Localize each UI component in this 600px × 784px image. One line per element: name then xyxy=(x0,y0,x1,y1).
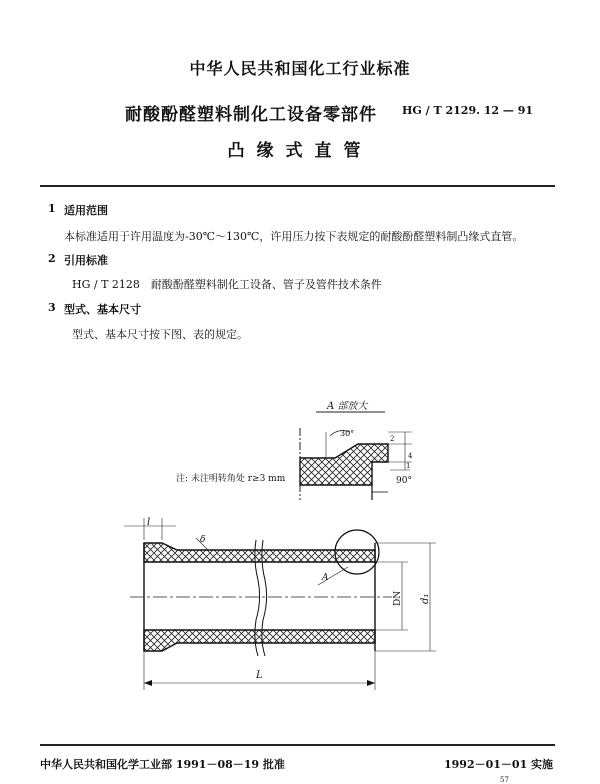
dim-4-label: 4 xyxy=(408,452,413,460)
detail-wall-section xyxy=(300,444,388,485)
pipe-top-wall xyxy=(144,543,375,562)
dim-2-label: 2 xyxy=(390,435,395,443)
label-L: L xyxy=(256,670,263,681)
detail-a-label: A 部放大 xyxy=(327,401,368,412)
standard-header: 中华人民共和国化工行业标准 xyxy=(189,59,411,78)
section-2-heading: 引用标准 xyxy=(64,254,108,267)
section-1-heading: 适用范围 xyxy=(64,204,108,217)
detail-a-view xyxy=(300,412,412,500)
section-2-text: HG / T 2128 耐酸酚醛塑料制化工设备、管子及管件技术条件 xyxy=(72,278,382,291)
section-3-number: 3 xyxy=(48,301,56,314)
section-3-heading: 型式、基本尺寸 xyxy=(64,303,141,316)
label-delta: δ xyxy=(200,535,206,545)
label-DN: DN xyxy=(393,590,403,606)
angle-30-label: 30° xyxy=(340,429,355,438)
pipe-bottom-wall xyxy=(144,630,375,651)
standard-code: HG / T 2129. 12 — 91 xyxy=(402,104,534,117)
dim-1-label: 1 xyxy=(406,462,411,470)
figure-note: 注: 未注明转角处 r≥3 mm xyxy=(176,474,286,484)
angle-90-label: 90° xyxy=(396,476,412,486)
section-3-text: 型式、基本尺寸按下图、表的规定。 xyxy=(72,328,248,341)
page-number: 57 xyxy=(500,776,509,784)
pipe-main-view xyxy=(124,518,436,690)
section-1-number: 1 xyxy=(48,202,56,215)
label-d1: d₁ xyxy=(420,593,431,604)
document-title: 耐酸酚醛塑料制化工设备零部件 xyxy=(125,105,377,125)
label-A: A xyxy=(322,573,329,583)
bottom-rule xyxy=(40,744,555,746)
approval-date: 中华人民共和国化学工业部 1991－08－19 批准 xyxy=(40,758,285,771)
label-l: l xyxy=(147,517,151,528)
document-subtitle: 凸缘式直管 xyxy=(227,141,373,161)
section-2-number: 2 xyxy=(48,252,56,265)
section-1-text: 本标准适用于许用温度为-30℃～130℃，许用压力按下表规定的耐酸酚醛塑料制凸缘式直管。 xyxy=(64,230,524,243)
implementation-date: 1992－01－01 实施 xyxy=(444,758,554,771)
